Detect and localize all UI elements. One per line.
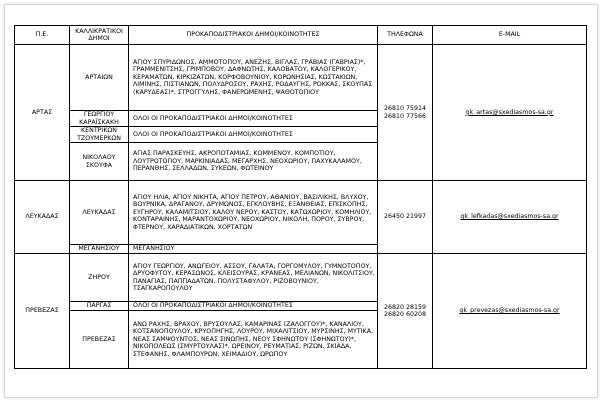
table-row (15, 45, 587, 111)
dimos-cell: ΝΙΚΟΛΑΟΥ ΣΚΟΥΦΑ (70, 143, 129, 181)
dimos-cell: ΑΡΤΑΙΩΝ (70, 45, 129, 111)
dimos-cell: ΠΡΕΒΕΖΑΣ (70, 311, 129, 369)
email-cell-preveza (433, 254, 587, 369)
pe-cell-arta: ΑΡΤΑΣ (15, 45, 70, 181)
prok-cell: ΑΓΙΑΣ ΠΑΡΑΣΚΕΥΗΣ, ΑΚΡΟΠΟΤΑΜΙΑΣ, ΚΟΜΜΕΝΟΥ, ΚΟΜΠΟΤΙΟΥ, ΛΟΥΤΡΟΤΟΠΟΥ, ΜΑΡΚΙΝΙΑΔΑΣ, ΜΕΓΑΡΧΗΣ, ΝΕΟΧΩΡΙΟΥ, ΠΑΧΥΚΑΛΑΜΟΥ, ΠΕΡΑΝΘΗΣ, ΣΕΛΛΑΔΩΝ, ΣΥΚΕΩΝ, ΦΩΤΕΙΝΟΥ (129, 143, 378, 181)
email-cell-arta (433, 45, 587, 181)
dimos-cell: ΠΑΡΓΑΣ (70, 302, 129, 311)
phone-cell-arta (378, 45, 433, 181)
dimos-cell: ΛΕΥΚΑΔΑΣ (70, 181, 129, 245)
phone-cell-lefkada (378, 181, 433, 254)
dimos-cell: ΜΕΓΑΝΗΣΙΟΥ (70, 245, 129, 254)
phone-number: 26810 75914 (383, 105, 427, 113)
pe-cell-preveza: ΠΡΕΒΕΖΑΣ (15, 254, 70, 369)
email-link[interactable]: gk_lefkadas@sxediasmos-sa.gr (460, 213, 559, 221)
header-kallikratikoi: ΚΑΛΛΙΚΡΑΤΙΚΟΙ ΔΗΜΟΙ (70, 26, 129, 45)
phone-number: 26820 28159 (383, 303, 427, 311)
dimos-cell: ΓΕΩΡΓΙΟΥ ΚΑΡΑΪΣΚΑΚΗ (70, 111, 129, 127)
prok-cell: ΑΝΩ ΡΑΧΗΣ, ΒΡΑΧΟΥ, ΒΡΥΣΟΥΛΑΣ, ΚΑΜΑΡΙΝΑΣ (ΖΑΛΟΓΓΟΥ)*, ΚΑΝΑΛΙΟΥ, ΚΟΤΣΑΝΟΠΟΥΛΟΥ, ΚΡΥΟΠΗΓΗΣ, ΛΟΥΡΟΥ, ΜΙΧΑΛΙΤΣΙΟΥ, ΜΥΡΣΙΝΗΣ, ΜΥΤΙΚΑ, ΝΕΑΣ ΣΑΜΨΟΥΝΤΟΣ, ΝΕΑΣ ΣΙΝΩΠΗΣ, ΝΕΟΥ ΣΦΗΝΩΤΟΥ (ΣΦΗΝΩΤΟΥ)*, ΝΙΚΟΠΟΛΕΩΣ (ΣΜΥΡΤΟΥΛΑΣ)*, ΩΡΕΙΝΟΥ, ΡΕΥΜΑΤΙΑΣ, ΡΙΖΩΝ, ΣΚΙΑΔΑ, ΣΤΕΦΑΝΗΣ, ΦΛΑΜΠΟΥΡΩΝ, ΧΕΙΜΑΔΙΟΥ, ΩΡΩΠΟΥ (129, 311, 378, 369)
phone-number: 26810 77566 (383, 112, 427, 120)
header-prokapodistriakoi: ΠΡΟΚΑΠΟΔΙΣΤΡΙΑΚΟΙ ΔΗΜΟΙ/ΚΟΙΝΟΤΗΤΕΣ (129, 26, 378, 45)
dimos-cell: ΚΕΝΤΡΙΚΩΝ ΤΖΟΥΜΕΡΚΩΝ (70, 127, 129, 143)
prok-cell: ΑΓΙΟΥ ΣΠΥΡΙΔΩΝΟΣ, ΑΜΜΟΤΟΠΟΥ, ΑΝΕΖΗΣ, ΒΙΓΛΑΣ, ΓΡΑΒΙΑΣ (ΓΑΒΡΙΑΣ)*, ΓΡΑΜΜΕΝΙΤΣΗΣ, ΓΡΙΜΠΟΒΟΥ, ΔΑΦΝΩΤΗΣ, ΚΑΛΟΒΑΤΟΥ, ΚΑΛΟΓΕΡΙΚΟΥ, ΚΕΡΑΜΑΤΩΝ, ΚΙΡΚΙΖΑΤΩΝ, ΚΟΡΦΟΒΟΥΝΙΟΥ, ΚΟΡΩΝΗΣΙΑΣ, ΚΩΣΤΑΚΙΩΝ, ΛΙΜΙΝΗΣ, ΠΙΣΤΙΑΝΩΝ, ΠΟΛΥΔΡΟΣΟΥ, ΡΑΧΗΣ, ΡΟΔΑΥΓΗΣ, ΡΟΚΚΑΣ, ΣΚΟΥΠΑΣ (ΚΑΡΥΔΕΑΣ)*, ΣΤΡΟΓΓΥΛΗΣ, ΦΑΝΕΡΩΜΕΝΗΣ, ΨΑΘΟΤΟΠΙΟΥ (129, 45, 378, 111)
email-link[interactable]: gk_prevezas@sxediasmos-sa.gr (459, 307, 560, 315)
email-link[interactable]: gk_artas@sxediasmos-sa.gr (465, 108, 554, 116)
table-row (15, 254, 587, 302)
prok-cell: ΑΓΙΟΥ ΗΛΙΑ, ΑΓΙΟΥ ΝΙΚΗΤΑ, ΑΓΙΟΥ ΠΕΤΡΟΥ, ΑΘΑΝΙΟΥ, ΒΑΣΙΛΙΚΗΣ, ΒΛΥΧΟΥ, ΒΟΥΡΝΙΚΑ, ΔΡΑΓΑΝΟΥ, ΔΡΥΜΩΝΟΣ, ΕΓΚΛΟΥΒΗΣ, ΕΞΑΝΘΕΙΑΣ, ΕΠΙΣΚΟΠΗΣ, ΕΥΓΗΡΟΥ, ΚΑΛΑΜΙΤΣΙΟΥ, ΚΑΛΟΥ ΝΕΡΟΥ, ΚΑΣΤΟΥ, ΚΑΤΩΧΩΡΙΟΥ, ΚΟΜΗΛΙΟΥ, ΚΟΝΤΑΡΑΙΝΗΣ, ΜΑΡΑΝΤΟΧΩΡΙΟΥ, ΝΕΟΧΩΡΙΟΥ, ΝΙΚΟΛΗ, ΠΟΡΟΥ, ΣΥΒΡΟΥ, ΦΤΕΡΝΟΥ, ΧΑΡΑΔΙΑΤΙΚΩΝ, ΧΟΡΤΑΤΩΝ (129, 181, 378, 245)
dimos-cell: ΖΗΡΟΥ (70, 254, 129, 302)
prok-cell: ΟΛΟΙ ΟΙ ΠΡΟΚΑΠΟΔΙΣΤΡΙΑΚΟΙ ΔΗΜΟΙ/ΚΟΙΝΟΤΗΤΕΣ (129, 302, 378, 311)
phone-cell-preveza (378, 254, 433, 369)
header-email: E-MAIL (433, 26, 587, 45)
pe-cell-lefkada: ΛΕΥΚΑΔΑΣ (15, 181, 70, 254)
email-cell-lefkada (433, 181, 587, 254)
phone-number: 26450 21997 (383, 213, 427, 221)
header-row (15, 26, 587, 45)
prok-cell: ΑΓΙΟΥ ΓΕΩΡΓΙΟΥ, ΑΝΩΓΕΙΟΥ, ΑΣΣΟΥ, ΓΑΛΑΤΑ, ΓΟΡΓΟΜΥΛΟΥ, ΓΥΜΝΟΤΟΠΟΥ, ΔΡΥΟΦΥΤΟΥ, ΚΕΡΑΣΩΝΟΣ, ΚΛΕΙΣΟΥΡΑΣ, ΚΡΑΝΕΑΣ, ΜΕΛΙΑΝΩΝ, ΝΙΚΟΛΙΤΣΙΟΥ, ΠΑΝΑΓΙΑΣ, ΠΑΠΠΑΔΑΤΩΝ, ΠΟΛΥΣΤΑΦΥΛΟΥ, ΡΙΖΟΒΟΥΝΙΟΥ, ΤΣΑΓΚΑΡΟΠΟΥΛΟΥ (129, 254, 378, 302)
prok-cell: ΜΕΓΑΝΗΣΙΟΥ (129, 245, 378, 254)
prok-cell: ΟΛΟΙ ΟΙ ΠΡΟΚΑΠΟΔΙΣΤΡΙΑΚΟΙ ΔΗΜΟΙ/ΚΟΙΝΟΤΗΤΕΣ (129, 111, 378, 127)
phone-number: 26820 60208 (383, 311, 427, 318)
header-tilefona: ΤΗΛΕΦΩΝΑ (378, 26, 433, 45)
header-pe: Π.Ε. (15, 26, 70, 45)
contacts-table (14, 25, 587, 369)
prok-cell: ΟΛΟΙ ΟΙ ΠΡΟΚΑΠΟΔΙΣΤΡΙΑΚΟΙ ΔΗΜΟΙ/ΚΟΙΝΟΤΗΤΕΣ (129, 127, 378, 143)
table-row (15, 181, 587, 245)
